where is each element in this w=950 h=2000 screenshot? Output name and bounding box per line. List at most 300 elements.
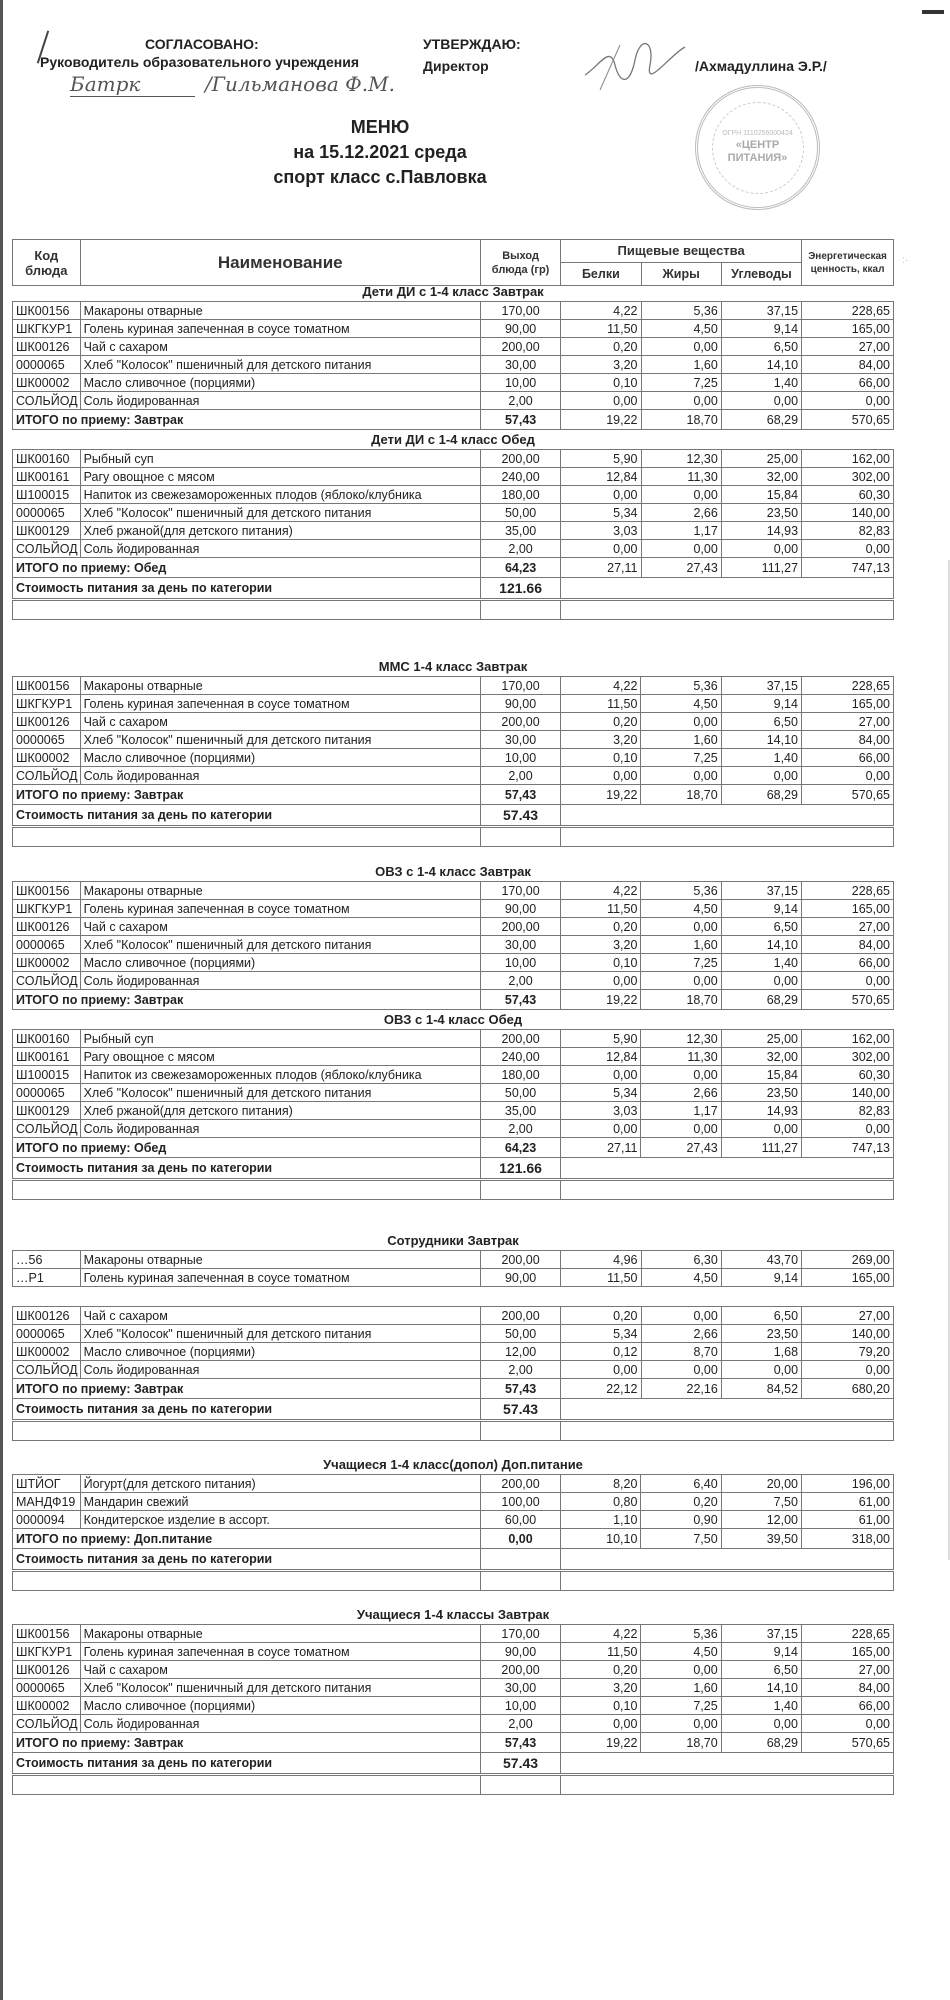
agreed-label: СОГЛАСОВАНО:	[145, 36, 259, 52]
approve-name: /Ахмадуллина Э.Р./	[695, 58, 827, 74]
dish-fats: 0,00	[641, 972, 721, 990]
dish-fats: 7,25	[641, 1697, 721, 1715]
dish-energy: 79,20	[802, 1343, 894, 1361]
dish-code: Ш100015	[13, 486, 81, 504]
total-output: 64,23	[480, 558, 560, 578]
dish-name: Масло сливочное (порциями)	[80, 954, 480, 972]
dish-name: Кондитерское изделие в ассорт.	[80, 1511, 480, 1529]
dish-fats: 0,00	[641, 1715, 721, 1733]
dish-output: 200,00	[480, 713, 560, 731]
table-row	[13, 749, 894, 767]
total-fats: 7,50	[641, 1529, 721, 1549]
dish-name: Голень куриная запеченная в соусе томатном	[80, 320, 480, 338]
table-row	[13, 1048, 894, 1066]
menu-table-block	[12, 1605, 894, 1795]
cost-empty	[561, 1753, 894, 1775]
stamp-ogrn: ОГРН 1110256000424	[722, 130, 793, 138]
dish-fats: 12,30	[641, 1030, 721, 1048]
cost-label: Стоимость питания за день по категории	[13, 805, 481, 827]
total-label: ИТОГО по приему: Завтрак	[13, 1733, 481, 1753]
dish-output: 50,00	[480, 504, 560, 522]
dish-energy: 84,00	[801, 936, 893, 954]
section-title-row	[13, 1010, 894, 1030]
col-proteins: Белки	[561, 263, 641, 286]
dish-proteins: 0,10	[561, 749, 641, 767]
dish-carbs: 6,50	[721, 338, 801, 356]
dish-output: 50,00	[480, 1084, 560, 1102]
cost-value: 57.43	[480, 1399, 560, 1421]
table-row	[13, 1307, 894, 1325]
dish-code: ШК00126	[13, 1661, 81, 1679]
col-carbs: Углеводы	[721, 263, 801, 286]
dish-output: 200,00	[480, 338, 560, 356]
dish-proteins: 0,00	[561, 972, 641, 990]
dish-energy: 165,00	[802, 320, 894, 338]
total-carbs: 39,50	[721, 1529, 801, 1549]
dish-fats: 2,66	[641, 504, 721, 522]
total-carbs: 111,27	[721, 558, 801, 578]
total-label: ИТОГО по приему: Завтрак	[13, 990, 481, 1010]
total-carbs: 68,29	[721, 785, 801, 805]
dish-proteins: 8,20	[561, 1475, 641, 1493]
dish-energy: 61,00	[801, 1511, 893, 1529]
dish-output: 90,00	[480, 695, 560, 713]
total-output: 64,23	[480, 1138, 560, 1158]
dish-carbs: 0,00	[721, 540, 801, 558]
total-label: ИТОГО по приему: Доп.питание	[13, 1529, 481, 1549]
total-output: 57,43	[480, 990, 560, 1010]
dish-fats: 7,25	[641, 954, 721, 972]
total-energy: 680,20	[802, 1379, 894, 1399]
table-row	[13, 954, 894, 972]
cost-label: Стоимость питания за день по категории	[13, 1399, 481, 1421]
dish-fats: 4,50	[641, 320, 721, 338]
table-row	[13, 1661, 894, 1679]
total-energy: 570,65	[802, 410, 894, 430]
dish-code: СОЛЬЙОД	[13, 767, 81, 785]
dish-energy: 165,00	[801, 695, 893, 713]
cost-empty	[561, 578, 894, 600]
cost-value	[480, 1549, 560, 1571]
dish-name: Соль йодированная	[80, 1120, 480, 1138]
dish-name: Рагу овощное с мясом	[80, 468, 480, 486]
dish-proteins: 11,50	[561, 1643, 641, 1661]
dish-fats: 5,36	[641, 677, 721, 695]
dish-output: 170,00	[480, 302, 560, 320]
dish-carbs: 15,84	[721, 1066, 801, 1084]
table-row	[13, 486, 894, 504]
menu-table-block	[12, 282, 894, 620]
dish-output: 35,00	[480, 522, 560, 540]
table-row	[13, 302, 894, 320]
dish-proteins: 0,12	[561, 1343, 641, 1361]
dish-fats: 8,70	[641, 1343, 721, 1361]
dish-output: 60,00	[480, 1511, 560, 1529]
menu-table-block	[12, 657, 894, 847]
dish-proteins: 4,22	[561, 302, 641, 320]
table-row	[13, 1084, 894, 1102]
dish-proteins: 12,84	[561, 468, 641, 486]
dish-output: 30,00	[480, 1679, 560, 1697]
dish-proteins: 5,90	[561, 1030, 641, 1048]
dish-output: 200,00	[480, 1661, 560, 1679]
dish-code: Ш100015	[13, 1066, 81, 1084]
blank-row	[13, 1421, 894, 1441]
cost-label: Стоимость питания за день по категории	[13, 578, 481, 600]
blank-row	[13, 1180, 894, 1200]
dish-fats: 0,00	[641, 540, 721, 558]
dish-code: ШК00002	[13, 1343, 81, 1361]
table-row	[13, 1030, 894, 1048]
dish-carbs: 7,50	[721, 1493, 801, 1511]
dish-output: 170,00	[480, 677, 560, 695]
dish-proteins: 11,50	[561, 320, 641, 338]
dish-code: 0000065	[13, 936, 81, 954]
dish-carbs: 1,68	[721, 1343, 801, 1361]
dish-fats: 0,00	[641, 1661, 721, 1679]
dish-output: 30,00	[480, 731, 560, 749]
dish-output: 2,00	[480, 972, 560, 990]
dish-energy: 0,00	[802, 1361, 894, 1379]
agreed-name-text: Гильманова Ф.М.	[211, 72, 395, 96]
total-row	[13, 1529, 894, 1549]
total-label: ИТОГО по приему: Обед	[13, 558, 481, 578]
dish-proteins: 5,34	[561, 504, 641, 522]
total-energy: 318,00	[801, 1529, 893, 1549]
dish-carbs: 9,14	[721, 900, 801, 918]
col-output: Выход блюда (гр)	[480, 240, 560, 286]
total-row	[13, 990, 894, 1010]
table-row	[13, 320, 894, 338]
cost-label: Стоимость питания за день по категории	[13, 1549, 481, 1571]
menu-table-block	[12, 862, 894, 1200]
dish-code: СОЛЬЙОД	[13, 392, 81, 410]
dish-fats: 0,00	[641, 1361, 721, 1379]
dish-fats: 0,90	[641, 1511, 721, 1529]
dish-fats: 4,50	[641, 695, 721, 713]
cost-row	[13, 578, 894, 600]
dish-carbs: 0,00	[721, 1361, 801, 1379]
agreed-name: /Гильманова Ф.М.	[205, 72, 395, 96]
dish-code: ШК00126	[13, 1307, 81, 1325]
section-title-row	[13, 430, 894, 450]
cost-row	[13, 805, 894, 827]
dish-name: Йогурт(для детского питания)	[80, 1475, 480, 1493]
table-row	[13, 1325, 894, 1343]
dish-carbs: 0,00	[721, 1715, 801, 1733]
total-row	[13, 785, 894, 805]
cost-value: 57.43	[480, 1753, 560, 1775]
dish-carbs: 9,14	[721, 320, 801, 338]
section-title-row	[13, 1605, 894, 1625]
dish-proteins: 0,80	[561, 1493, 641, 1511]
dish-output: 200,00	[480, 450, 560, 468]
dish-proteins: 0,00	[561, 486, 641, 504]
dish-proteins: 11,50	[561, 695, 641, 713]
cost-empty	[561, 1399, 894, 1421]
dish-code: ШК00156	[13, 302, 81, 320]
dish-carbs: 9,14	[721, 695, 801, 713]
dish-fats: 0,00	[641, 486, 721, 504]
dish-carbs: 1,40	[721, 1697, 801, 1715]
dish-code: ШК00126	[13, 918, 81, 936]
section-title-row	[13, 282, 894, 302]
dish-energy: 84,00	[802, 356, 894, 374]
table-row	[13, 882, 894, 900]
director-signature-icon	[580, 35, 690, 95]
dish-energy: 162,00	[802, 450, 894, 468]
table-row	[13, 540, 894, 558]
dish-output: 10,00	[480, 749, 560, 767]
dish-name: Хлеб "Колосок" пшеничный для детского питания	[80, 731, 480, 749]
dish-energy: 140,00	[802, 1325, 894, 1343]
dish-proteins: 5,34	[561, 1084, 641, 1102]
table-row	[13, 356, 894, 374]
dish-energy: 27,00	[802, 1307, 894, 1325]
menu-table-block	[12, 1231, 894, 1287]
approve-role: Директор	[423, 58, 489, 74]
total-fats: 22,16	[641, 1379, 721, 1399]
dish-name: Хлеб ржаной(для детского питания)	[80, 522, 480, 540]
total-carbs: 84,52	[721, 1379, 801, 1399]
dish-energy: 162,00	[801, 1030, 893, 1048]
total-fats: 18,70	[641, 785, 721, 805]
section-title-row	[13, 657, 894, 677]
dish-proteins: 0,10	[561, 954, 641, 972]
total-proteins: 19,22	[561, 1733, 641, 1753]
dish-name: Соль йодированная	[80, 1361, 480, 1379]
dish-proteins: 11,50	[561, 1269, 641, 1287]
dish-carbs: 25,00	[721, 450, 801, 468]
scan-artifact: :·	[902, 255, 909, 266]
dish-code: СОЛЬЙОД	[13, 1120, 81, 1138]
dish-output: 180,00	[480, 1066, 560, 1084]
dish-code: 0000065	[13, 1679, 81, 1697]
dish-proteins: 0,00	[561, 1361, 641, 1379]
dish-energy: 165,00	[801, 1643, 893, 1661]
dish-code: 0000065	[13, 731, 81, 749]
total-fats: 18,70	[641, 1733, 721, 1753]
dish-code: ШКГКУР1	[13, 320, 81, 338]
dish-carbs: 32,00	[721, 1048, 801, 1066]
total-row	[13, 1379, 894, 1399]
table-row	[13, 1269, 894, 1287]
total-output: 57,43	[480, 410, 560, 430]
dish-energy: 165,00	[802, 1269, 894, 1287]
total-proteins: 27,11	[561, 1138, 641, 1158]
total-row	[13, 558, 894, 578]
dish-fats: 0,00	[641, 767, 721, 785]
dish-energy: 61,00	[801, 1493, 893, 1511]
dish-fats: 11,30	[641, 1048, 721, 1066]
dish-proteins: 1,10	[561, 1511, 641, 1529]
dish-energy: 27,00	[801, 918, 893, 936]
dish-carbs: 9,14	[721, 1643, 801, 1661]
table-row	[13, 713, 894, 731]
table-row	[13, 1361, 894, 1379]
dish-carbs: 37,15	[721, 882, 801, 900]
dish-proteins: 3,03	[561, 522, 641, 540]
dish-fats: 2,66	[641, 1325, 721, 1343]
section-title-row	[13, 1455, 894, 1475]
dish-energy: 0,00	[801, 972, 893, 990]
cost-value: 121.66	[480, 1158, 560, 1180]
dish-name: Соль йодированная	[80, 767, 480, 785]
dish-energy: 27,00	[802, 338, 894, 356]
table-row	[13, 1493, 894, 1511]
dish-name: Макароны отварные	[80, 882, 480, 900]
menu-title: МЕНЮ	[350, 117, 410, 137]
dish-output: 2,00	[480, 1361, 560, 1379]
dish-proteins: 4,22	[561, 677, 641, 695]
dish-proteins: 5,34	[561, 1325, 641, 1343]
total-proteins: 27,11	[561, 558, 641, 578]
dish-energy: 0,00	[802, 540, 894, 558]
dish-fats: 4,50	[641, 1269, 721, 1287]
dish-energy: 60,30	[801, 1066, 893, 1084]
dish-name: Макароны отварные	[80, 302, 480, 320]
dish-energy: 0,00	[802, 392, 894, 410]
col-nutrients: Пищевые вещества	[561, 240, 802, 263]
section-title-row	[13, 1231, 894, 1251]
dish-proteins: 3,03	[561, 1102, 641, 1120]
dish-name: Масло сливочное (порциями)	[80, 749, 480, 767]
dish-code: ШК00160	[13, 450, 81, 468]
menu-date: на 15.12.2021 среда	[293, 142, 467, 162]
dish-name: Масло сливочное (порциями)	[80, 1697, 480, 1715]
dish-output: 90,00	[480, 1643, 560, 1661]
cost-empty	[561, 805, 894, 827]
dish-energy: 196,00	[801, 1475, 893, 1493]
total-fats: 18,70	[641, 410, 721, 430]
dish-name: Чай с сахаром	[80, 1307, 480, 1325]
dish-carbs: 14,10	[721, 936, 801, 954]
dish-fats: 2,66	[641, 1084, 721, 1102]
dish-proteins: 3,20	[561, 356, 641, 374]
dish-code: ШК00156	[13, 677, 81, 695]
dish-proteins: 0,00	[561, 540, 641, 558]
table-row	[13, 392, 894, 410]
dish-proteins: 4,22	[561, 1625, 641, 1643]
table-row	[13, 936, 894, 954]
dish-output: 12,00	[480, 1343, 560, 1361]
dish-name: Соль йодированная	[80, 1715, 480, 1733]
cost-row	[13, 1399, 894, 1421]
dish-output: 200,00	[480, 918, 560, 936]
dish-carbs: 25,00	[721, 1030, 801, 1048]
dish-fats: 7,25	[641, 749, 721, 767]
total-energy: 747,13	[802, 558, 894, 578]
section-title-row	[13, 862, 894, 882]
total-energy: 570,65	[801, 1733, 893, 1753]
agreed-role: Руководитель образовательного учреждения	[40, 54, 360, 70]
dish-name: Чай с сахаром	[80, 1661, 480, 1679]
scan-mark	[922, 10, 944, 14]
dish-output: 2,00	[480, 540, 560, 558]
total-carbs: 68,29	[721, 990, 801, 1010]
total-label: ИТОГО по приему: Завтрак	[13, 785, 481, 805]
dish-carbs: 23,50	[721, 1084, 801, 1102]
dish-output: 50,00	[480, 1325, 560, 1343]
dish-proteins: 0,10	[561, 374, 641, 392]
dish-code: ШК00160	[13, 1030, 81, 1048]
dish-energy: 302,00	[802, 468, 894, 486]
dish-carbs: 37,15	[721, 677, 801, 695]
dish-carbs: 6,50	[721, 1307, 801, 1325]
dish-fats: 0,00	[641, 1066, 721, 1084]
dish-carbs: 1,40	[721, 374, 801, 392]
dish-name: Хлеб "Колосок" пшеничный для детского питания	[80, 356, 480, 374]
dish-code: ШК00129	[13, 1102, 81, 1120]
dish-fats: 1,17	[641, 1102, 721, 1120]
dish-energy: 84,00	[801, 731, 893, 749]
table-row	[13, 374, 894, 392]
dish-proteins: 0,00	[561, 1715, 641, 1733]
dish-proteins: 0,20	[561, 918, 641, 936]
menu-table-header	[12, 239, 894, 286]
table-row	[13, 900, 894, 918]
section-title: Дети ДИ с 1-4 класс Завтрак	[362, 283, 544, 299]
table-row	[13, 1475, 894, 1493]
dish-name: Хлеб "Колосок" пшеничный для детского питания	[80, 936, 480, 954]
table-row	[13, 468, 894, 486]
section-title: Сотрудники Завтрак	[387, 1232, 519, 1248]
table-row	[13, 1715, 894, 1733]
section-title: Учащиеся 1-4 класс(допол) Доп.питание	[323, 1456, 583, 1472]
dish-name: Хлеб "Колосок" пшеничный для детского питания	[80, 504, 480, 522]
dish-name: Макароны отварные	[80, 1251, 480, 1269]
dish-name: Соль йодированная	[80, 540, 480, 558]
dish-output: 30,00	[480, 936, 560, 954]
dish-carbs: 0,00	[721, 767, 801, 785]
dish-fats: 5,36	[641, 882, 721, 900]
dish-name: Голень куриная запеченная в соусе томатном	[80, 900, 480, 918]
dish-name: Голень куриная запеченная в соусе томатном	[80, 1269, 480, 1287]
dish-code: СОЛЬЙОД	[13, 972, 81, 990]
section-title: ММС 1-4 класс Завтрак	[378, 658, 528, 674]
dish-proteins: 3,20	[561, 731, 641, 749]
dish-energy: 228,65	[801, 1625, 893, 1643]
dish-fats: 12,30	[641, 450, 721, 468]
total-label: ИТОГО по приему: Завтрак	[13, 410, 481, 430]
dish-name: Масло сливочное (порциями)	[80, 374, 480, 392]
blank-row	[13, 600, 894, 620]
total-carbs: 111,27	[721, 1138, 801, 1158]
total-proteins: 19,22	[561, 785, 641, 805]
total-carbs: 68,29	[721, 1733, 801, 1753]
dish-output: 200,00	[480, 1251, 560, 1269]
table-row	[13, 1697, 894, 1715]
dish-energy: 165,00	[801, 900, 893, 918]
total-row	[13, 1138, 894, 1158]
dish-output: 200,00	[480, 1030, 560, 1048]
total-proteins: 10,10	[561, 1529, 641, 1549]
dish-name: Хлеб "Колосок" пшеничный для детского питания	[80, 1084, 480, 1102]
stamp-text-1: «ЦЕНТР	[735, 138, 780, 151]
dish-name: Рыбный суп	[80, 450, 480, 468]
dish-fats: 4,50	[641, 900, 721, 918]
dish-code: ШК00002	[13, 374, 81, 392]
dish-carbs: 1,40	[721, 749, 801, 767]
dish-code: ШК00156	[13, 1625, 81, 1643]
total-row	[13, 1733, 894, 1753]
dish-fats: 1,60	[641, 1679, 721, 1697]
dish-output: 2,00	[480, 1120, 560, 1138]
dish-energy: 82,83	[802, 522, 894, 540]
dish-output: 10,00	[480, 1697, 560, 1715]
dish-output: 240,00	[480, 1048, 560, 1066]
section-title: ОВЗ с 1-4 класс Завтрак	[375, 863, 531, 879]
